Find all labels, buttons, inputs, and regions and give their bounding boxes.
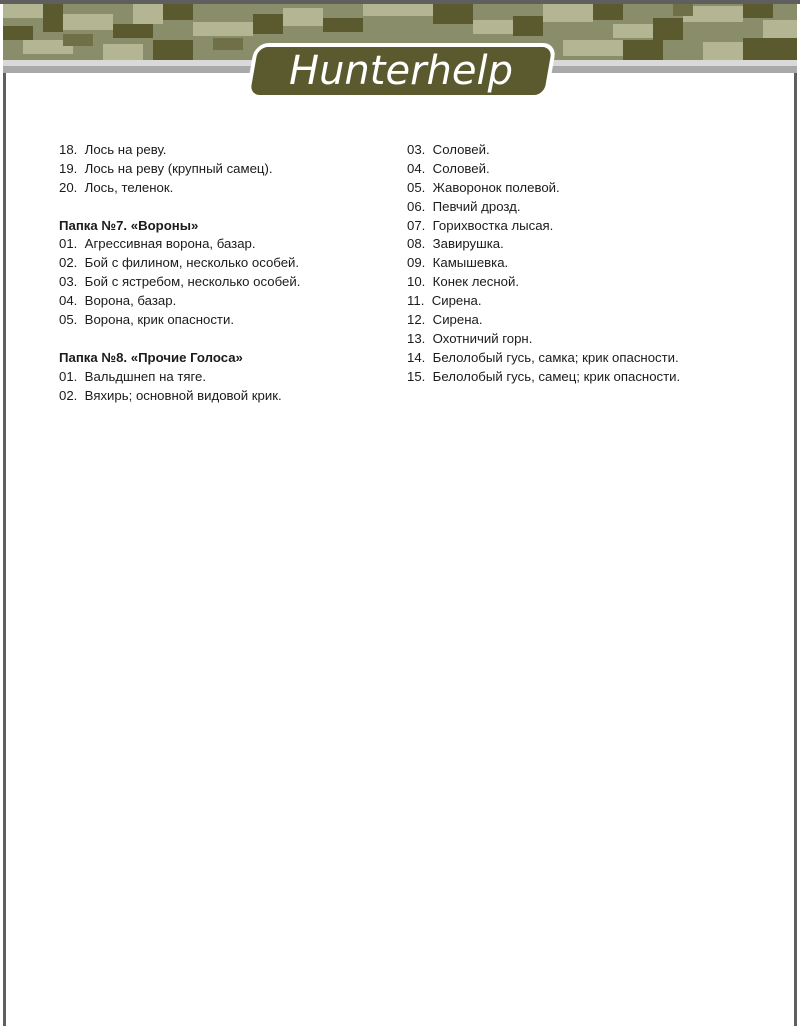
item-text: Конек лесной. [432, 274, 520, 290]
item-text: Лось, теленок. [84, 179, 174, 195]
logo-text: Hunterhelp [289, 48, 513, 94]
item-number: 01. [59, 368, 78, 384]
list-item [407, 330, 787, 349]
item-number: 12. [407, 312, 426, 328]
hunterhelp-logo [250, 43, 552, 99]
list-item [407, 235, 787, 254]
item-number: 10. [407, 274, 426, 290]
item-number: 05. [59, 312, 78, 328]
list-item [407, 217, 787, 236]
list-item [407, 254, 787, 273]
item-text: Бой с ястребом, несколько особей. [84, 274, 301, 290]
list-item [407, 160, 787, 179]
item-number: 04. [59, 293, 78, 309]
item-text: Белолобый гусь, самец; крик опасности. [432, 368, 681, 384]
item-text: Лось на реву. [84, 142, 167, 157]
list-item [407, 292, 787, 311]
item-text: Камышевка. [432, 255, 509, 271]
item-text: Охотничий горн. [432, 330, 533, 346]
right-column [407, 141, 787, 387]
item-number: 05. [407, 179, 426, 195]
item-number: 03. [407, 142, 426, 157]
item-number: 07. [407, 217, 426, 233]
list-item [59, 179, 389, 198]
list-item [407, 273, 787, 292]
item-number: 19. [59, 160, 78, 176]
item-text: Ворона, базар. [84, 293, 177, 309]
item-number: 14. [407, 349, 426, 365]
item-number: 04. [407, 160, 426, 176]
item-number: 06. [407, 198, 426, 214]
item-number: 09. [407, 255, 426, 271]
page-border-right [794, 0, 797, 1026]
item-number: 11. [407, 293, 425, 309]
item-number: 08. [407, 236, 426, 252]
item-number: 15. [407, 368, 426, 384]
list-item [407, 311, 787, 330]
list-item [407, 198, 787, 217]
list-item [59, 368, 389, 387]
item-number: 03. [59, 274, 78, 290]
item-text: Вяхирь; основной видовой крик. [84, 387, 282, 403]
item-text: Белолобый гусь, самка; крик опасности. [432, 349, 679, 365]
list-item [407, 141, 787, 160]
item-text: Горихвостка лысая. [432, 217, 554, 233]
item-text: Сирена. [432, 312, 483, 328]
spacer [59, 330, 389, 349]
list-item [59, 235, 389, 254]
list-item [59, 273, 389, 292]
left-column [59, 141, 389, 405]
list-item [59, 141, 389, 160]
list-item [407, 368, 787, 387]
item-text: Лось на реву (крупный самец). [84, 160, 273, 176]
item-text: Ворона, крик опасности. [84, 312, 235, 328]
page-border-left [3, 0, 6, 1026]
item-number: 20. [59, 179, 78, 195]
item-text: Соловей. [432, 142, 490, 157]
item-text: Соловей. [432, 160, 490, 176]
folder7-heading: Папка №7. «Вороны» [59, 217, 199, 233]
list-item [59, 160, 389, 179]
list-item [59, 387, 389, 406]
item-text: Бой с филином, несколько особей. [84, 255, 300, 271]
spacer [59, 198, 389, 217]
item-text: Завирушка. [432, 236, 504, 252]
list-item [59, 254, 389, 273]
item-text: Сирена. [431, 293, 482, 309]
list-item [59, 311, 389, 330]
item-text: Жаворонок полевой. [432, 179, 560, 195]
item-number: 02. [59, 387, 78, 403]
item-text: Вальдшнеп на тяге. [84, 368, 207, 384]
item-number: 01. [59, 236, 78, 252]
item-number: 18. [59, 142, 78, 157]
item-number: 13. [407, 330, 426, 346]
list-item [59, 292, 389, 311]
folder8-heading: Папка №8. «Прочие Голоса» [59, 349, 243, 365]
list-item [407, 179, 787, 198]
item-number: 02. [59, 255, 78, 271]
item-text: Агрессивная ворона, базар. [84, 236, 256, 252]
list-item [407, 349, 787, 368]
item-text: Певчий дрозд. [432, 198, 521, 214]
